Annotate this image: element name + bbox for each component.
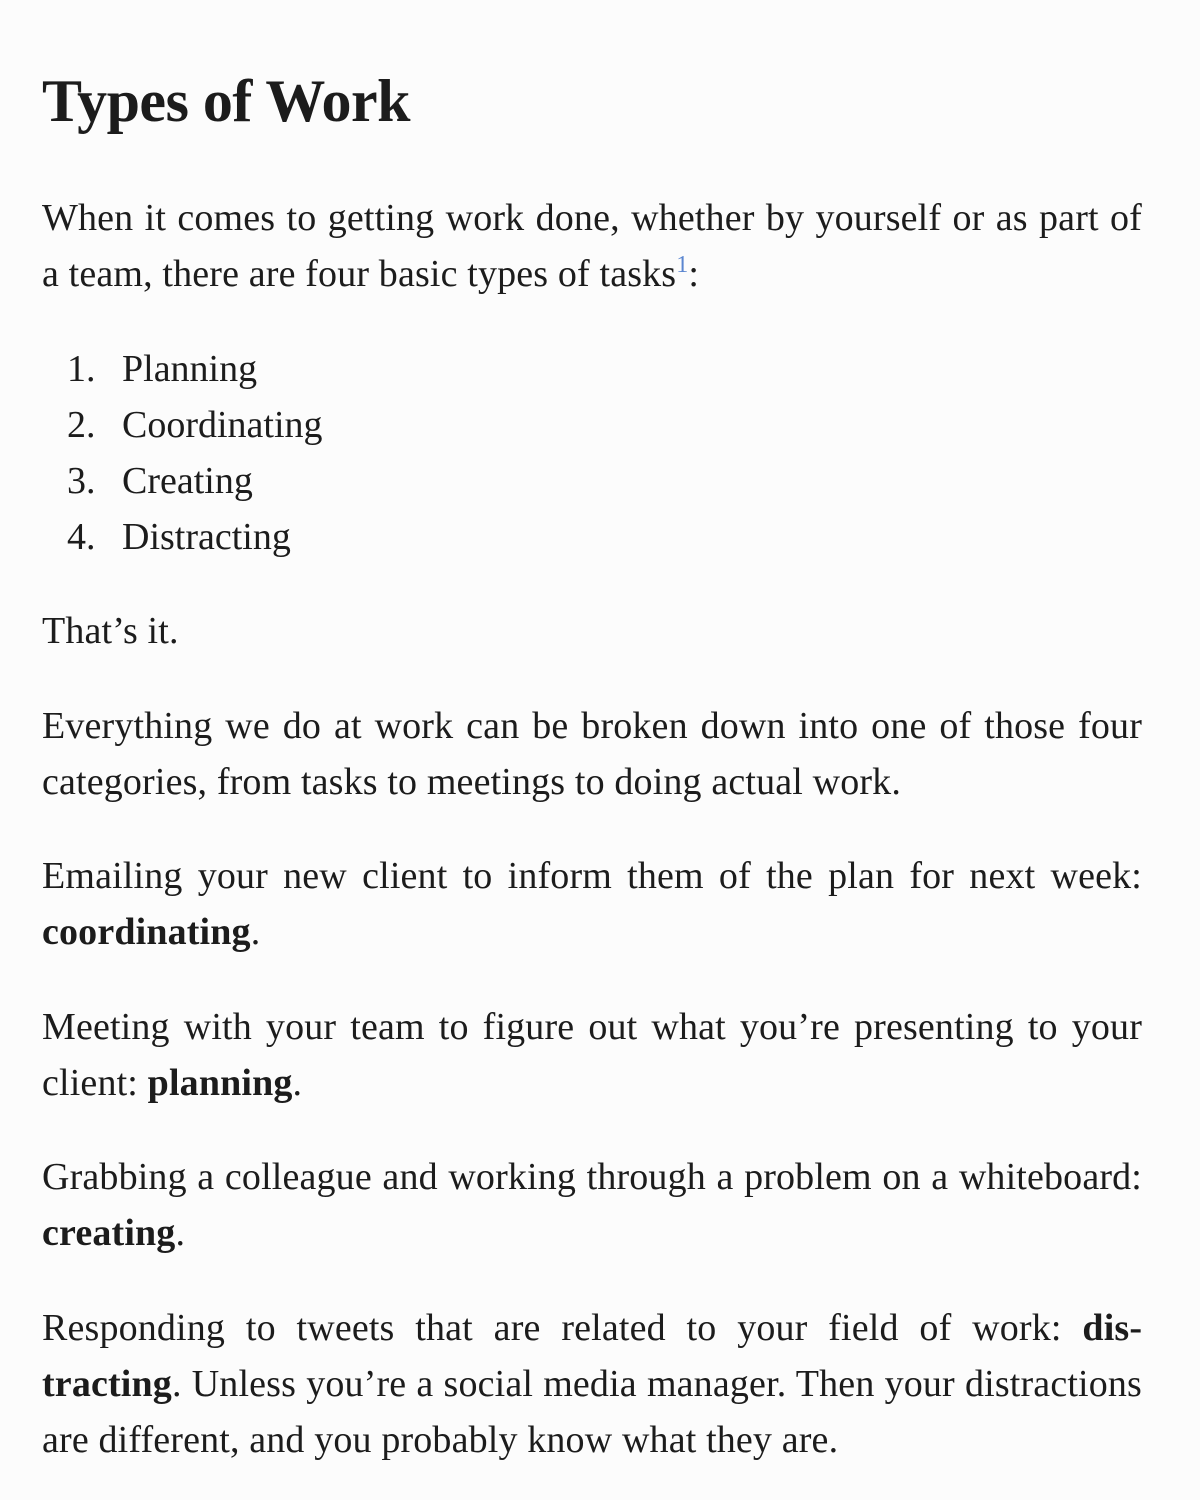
- example-category: creating: [42, 1212, 176, 1254]
- example-coordinating: [42, 848, 1142, 960]
- example-text: Grabbing a colleague and working through a problem on a whiteboard:: [42, 1156, 1142, 1198]
- example-category: coordinating: [42, 911, 251, 953]
- example-period: .: [250, 911, 261, 953]
- list-item: [42, 341, 323, 397]
- list-item: [42, 397, 323, 453]
- list-label: Coordinating: [122, 404, 323, 446]
- list-item: [42, 453, 323, 509]
- list-label: Planning: [122, 348, 258, 390]
- intro-end: :: [688, 253, 700, 295]
- footnote-link[interactable]: 1: [676, 252, 689, 278]
- example-category: distracting: [42, 1307, 1142, 1405]
- intro-paragraph: [42, 190, 1142, 302]
- list-item: [42, 509, 323, 565]
- everything-paragraph: Everything we do at work can be broken down into one of those four categories, from tasks to meetings to doing actual work.: [42, 705, 1142, 803]
- example-text: Emailing your new client to inform them of the plan for next week:: [42, 855, 1142, 897]
- example-text: Meeting with your team to figure out what you’re presenting to your client:: [42, 1006, 1142, 1104]
- list-number: 2.: [67, 404, 96, 446]
- example-creating: [42, 1149, 1142, 1261]
- example-category: planning: [147, 1062, 293, 1104]
- list-label: Creating: [122, 460, 253, 502]
- list-number: 1.: [67, 348, 96, 390]
- article-title: Types of Work: [42, 68, 411, 134]
- example-text: Responding to tweets that are related to your field of work:: [42, 1307, 1083, 1349]
- intro-text: When it comes to getting work done, whether by yourself or as part of a team, there are four basic types of tasks: [42, 197, 1142, 295]
- task-types-list: [42, 341, 323, 565]
- example-period: .: [292, 1062, 303, 1104]
- thats-it-paragraph: That’s it.: [42, 610, 179, 652]
- example-distracting: [42, 1300, 1142, 1468]
- list-number: 4.: [67, 516, 96, 558]
- list-number: 3.: [67, 460, 96, 502]
- list-label: Distracting: [122, 516, 291, 558]
- example-planning: [42, 999, 1142, 1111]
- example-period: .: [175, 1212, 186, 1254]
- example-rest: . Unless you’re a social media manager. Then your distractions are different, and you probably know what they are.: [42, 1363, 1142, 1461]
